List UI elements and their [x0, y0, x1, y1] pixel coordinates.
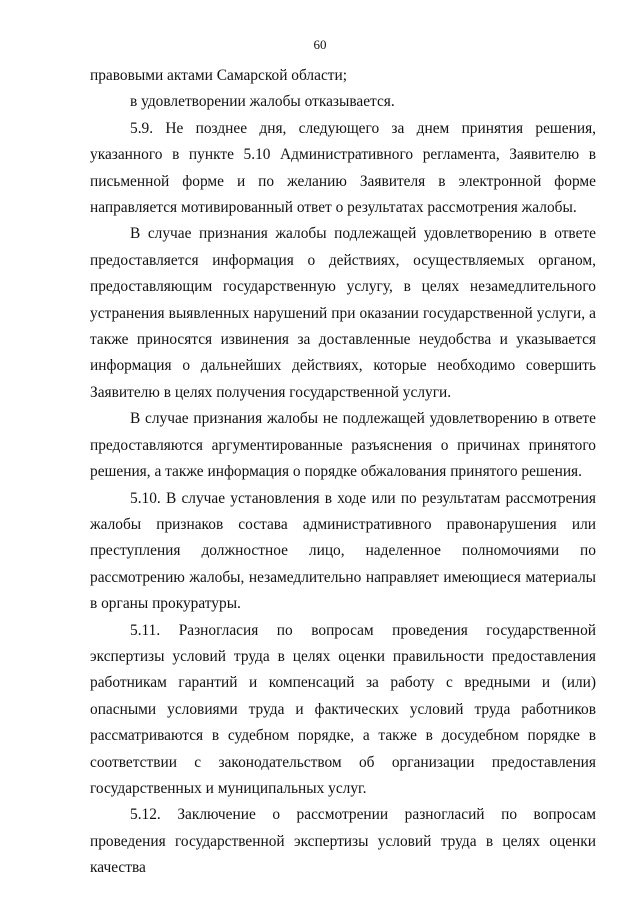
paragraph-complaint-rejected: В случае признания жалобы не подлежащей удовлетворению в ответе предоставляются аргументированные разъяснения о причинах принятого решения, а также информация о порядке обжалования принятого решения. [90, 410, 596, 481]
paragraph-5-12: 5.12. Заключение о рассмотрении разногласий по вопросам проведения государственной экспертизы условий труда в целях оценки качества [90, 806, 596, 877]
page-number: 60 [313, 37, 327, 52]
paragraph-continuation: правовыми актами Самарской области; [90, 67, 348, 84]
paragraph-5-9: 5.9. Не позднее дня, следующего за днем принятия решения, указанного в пункте 5.10 Административного регламента, Заявителю в письменной форме и по желанию Заявителя в электронной форме направляется мотивированный ответ о результатах рассмотрения жалобы. [90, 119, 596, 217]
paragraph-5-11: 5.11. Разногласия по вопросам проведения государственной экспертизы условий труда в целях оценки правильности предоставления работникам гарантий и компенсаций за работу с вредными и (или) опасными условиями труда и фактических условий труда работников рассматриваются в судебном порядке, а также в досудебном порядке в соответствии с законодательством об организации предоставления государственных и муниципальных услуг. [90, 621, 596, 797]
document-body [90, 63, 596, 882]
paragraph-refusal: в удовлетворении жалобы отказывается. [130, 93, 395, 111]
paragraph-5-10: 5.10. В случае установления в ходе или по результатам рассмотрения жалобы признаков состава административного правонарушения или преступления должностное лицо, наделенное полномочиями по рассмотрению жалобы, незамедлительно направляет имеющиеся материалы в органы прокуратуры. [90, 489, 596, 613]
paragraph-complaint-satisfied: В случае признания жалобы подлежащей удовлетворению в ответе предоставляется информация о действиях, осуществляемых органом, предоставляющим государственную услугу, в целях незамедлительного устранения выявленных нарушений при оказании государственной услуги, а также приносятся извинения за доставленные неудобства и указывается информация о дальнейших действиях, которые необходимо совершить Заявителю в целях получения государственной услуги. [90, 225, 596, 401]
